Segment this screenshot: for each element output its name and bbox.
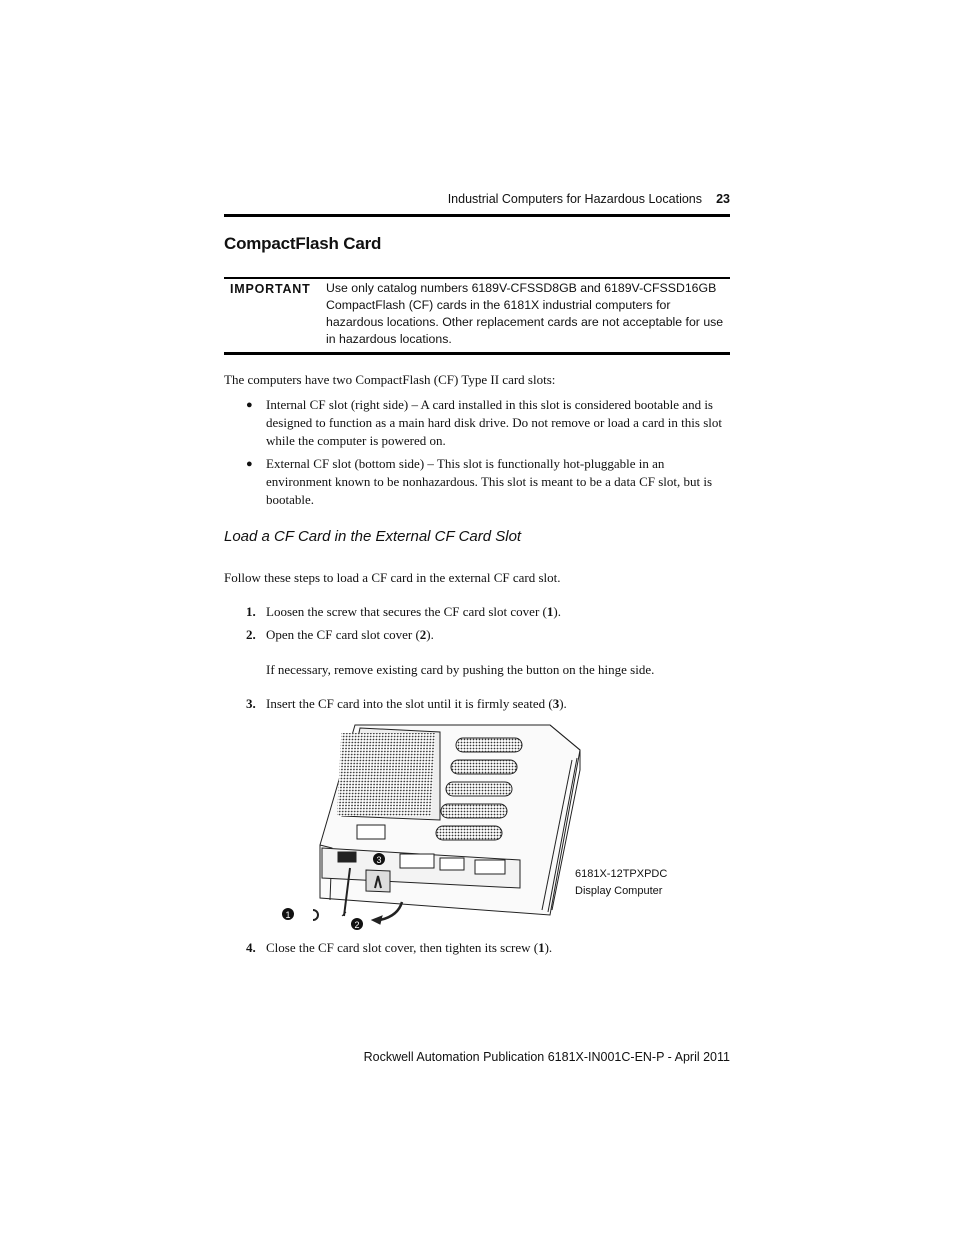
step-number: 1.: [246, 604, 256, 619]
step-number: 4.: [246, 940, 256, 955]
bullet-icon: ●: [246, 458, 253, 470]
bullet-text: External CF slot (bottom side) – This slot is functionally hot-pluggable in an environment known to be nonhazardous. This slot is meant to be a data CF slot, but is bootable.: [266, 456, 713, 507]
svg-text:2: 2: [354, 920, 360, 930]
running-title: Industrial Computers for Hazardous Locations: [447, 192, 702, 206]
callout-icon: [373, 853, 385, 865]
svg-text:1: 1: [285, 910, 291, 920]
step-number: 3.: [246, 696, 256, 711]
subsection-title: Load a CF Card in the External CF Card Slot: [224, 528, 522, 545]
page-footer: Rockwell Automation Publication 6181X-IN001C-EN-P - April 2011: [363, 1050, 730, 1064]
device-illustration: [280, 720, 600, 930]
figure-caption-line: Display Computer: [575, 885, 663, 897]
page-number: 23: [716, 192, 730, 206]
important-label: IMPORTANT: [230, 282, 311, 296]
running-header: [224, 192, 730, 210]
step-text: Loosen the screw that secures the CF card slot cover (1).: [266, 604, 561, 619]
step-text: Insert the CF card into the slot until it is firmly seated (3).: [266, 696, 567, 711]
bullet-text: Internal CF slot (right side) – A card installed in this slot is considered bootable and is designed to function as a main hard disk drive. Do not remove or load a card in this slot while the computer is powered on.: [266, 397, 722, 448]
svg-text:3: 3: [376, 855, 382, 865]
step-text: Close the CF card slot cover, then tighten its screw (1).: [266, 940, 553, 955]
figure-caption-line: 6181X-12TPXPDC: [575, 868, 668, 880]
important-notice: [224, 277, 730, 355]
section-title: CompactFlash Card: [224, 234, 382, 253]
header-rule: [224, 214, 730, 217]
important-text: Use only catalog numbers 6189V-CFSSD8GB and 6189V-CFSSD16GB CompactFlash (CF) cards in the 6181X industrial computers for hazardous locations. Other replacement cards are not acceptable for use in hazardous locations.: [326, 281, 724, 346]
step-number: 2.: [246, 627, 256, 642]
step-text: Open the CF card slot cover (2).: [266, 627, 434, 642]
bullet-icon: ●: [246, 399, 253, 411]
intro-paragraph: The computers have two CompactFlash (CF) Type II card slots:: [224, 372, 556, 387]
step-note: If necessary, remove existing card by pushing the button on the hinge side.: [266, 662, 655, 677]
figure-caption: [575, 866, 667, 900]
callout-icon: [282, 908, 294, 920]
steps-intro: Follow these steps to load a CF card in the external CF card slot.: [224, 570, 561, 585]
callout-icon: [351, 918, 363, 930]
